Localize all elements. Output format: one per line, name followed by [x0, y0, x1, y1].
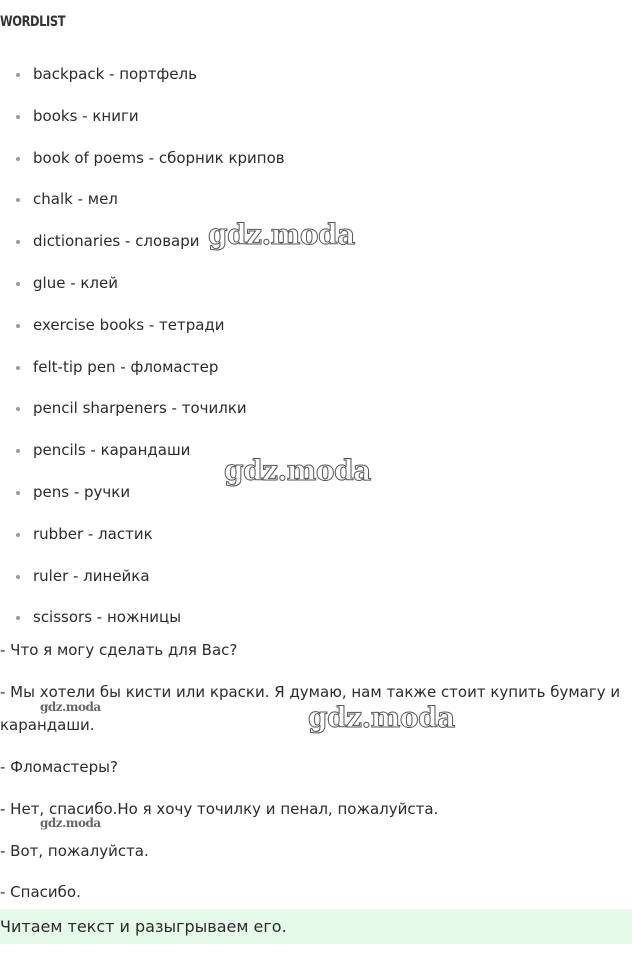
dialogue-line [0, 676, 625, 742]
bullet-icon [16, 407, 20, 411]
bullet-icon [16, 73, 20, 77]
bullet-icon [16, 157, 20, 161]
bullet-icon [16, 533, 20, 537]
instruction-callout: Читаем текст и разыгрываем его. [0, 909, 632, 944]
dialogue-line [0, 835, 625, 868]
list-item [0, 430, 285, 472]
list-item-text: pencils - карандаши [33, 441, 191, 460]
list-item [0, 54, 285, 96]
dialogue-line [0, 751, 625, 784]
list-item-text: dictionaries - словари [33, 232, 200, 251]
watermark-logo: gdz.moda [40, 700, 101, 714]
bullet-icon [16, 616, 20, 620]
bullet-icon [16, 449, 20, 453]
dialogue-text: - Нет, спасибо.Но я хочу точилку и пенал, пожалуйста. [0, 800, 439, 818]
list-item-text: books - книги [33, 106, 139, 125]
bullet-icon [16, 491, 20, 495]
list-item-text: felt-tip pen - фломастер [33, 357, 219, 376]
list-item [0, 179, 285, 221]
list-item [0, 597, 285, 639]
list-item-text: pencil sharpeners - точилки [33, 399, 247, 418]
dialogue-text: - Вот, пожалуйста. [0, 842, 149, 860]
wordlist [0, 54, 285, 639]
list-item-text: ruler - линейка [33, 566, 150, 585]
bullet-icon [16, 240, 20, 244]
list-item [0, 221, 285, 263]
watermark-logo: gdz.moda [208, 218, 355, 251]
bullet-icon [16, 324, 20, 328]
bullet-icon [16, 366, 20, 370]
list-item-text: exercise books - тетради [33, 315, 225, 334]
list-item-text: pens - ручки [33, 482, 131, 501]
watermark-logo: gdz.moda [40, 816, 101, 830]
dialogue-text: - Спасибо. [0, 883, 81, 901]
dialogue-text: - Фломастеры? [0, 758, 118, 776]
list-item-text: glue - клей [33, 273, 118, 292]
list-item [0, 347, 285, 389]
bullet-icon [16, 282, 20, 286]
dialogue-line [0, 793, 625, 826]
list-item-text: book of poems - сборник крипов [33, 148, 285, 167]
list-item [0, 556, 285, 598]
list-item-text: backpack - портфель [33, 65, 197, 83]
list-item [0, 472, 285, 514]
wordlist-heading: WORDLIST [0, 14, 66, 30]
dialogue-text: - Мы хотели бы кисти или краски. Я думаю, нам также стоит купить бумагу и карандаши. [0, 683, 621, 734]
dialogue-line [0, 876, 625, 909]
list-item-text: scissors - ножницы [33, 608, 182, 627]
list-item [0, 305, 285, 347]
list-item [0, 138, 285, 180]
dialogue-text: - Что я могу сделать для Вас? [0, 641, 238, 659]
bullet-icon [16, 575, 20, 579]
list-item-text: rubber - ластик [33, 524, 153, 543]
list-item [0, 263, 285, 305]
watermark-logo: gdz.moda [308, 701, 455, 734]
watermark-logo: gdz.moda [224, 454, 371, 487]
bullet-icon [16, 198, 20, 202]
bullet-icon [16, 115, 20, 119]
list-item [0, 96, 285, 138]
list-item [0, 388, 285, 430]
list-item [0, 514, 285, 556]
dialogue-line [0, 634, 625, 667]
list-item-text: chalk - мел [33, 190, 118, 209]
